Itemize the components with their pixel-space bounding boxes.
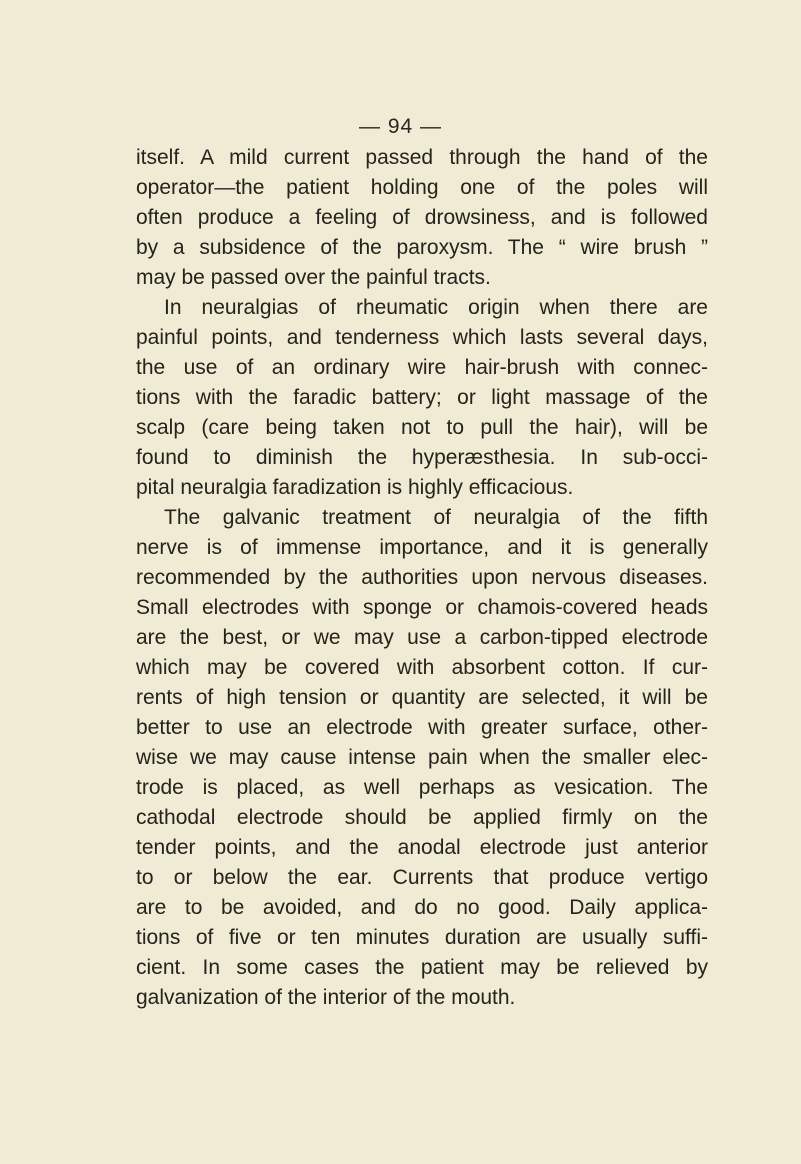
text-line: In neuralgias of rheumatic origin when there are [164, 296, 708, 319]
page-number: — 94 — [358, 115, 443, 138]
text-line: the use of an ordinary wire hair-brush with connec- [136, 356, 708, 379]
text-line: tions with the faradic battery; or light massage of the [136, 386, 708, 409]
text-line: tender points, and the anodal electrode just anterior [136, 836, 708, 859]
text-line: recommended by the authorities upon nervous diseases. [136, 566, 708, 589]
text-line: often produce a feeling of drowsiness, and is followed [136, 206, 708, 229]
text-line: are to be avoided, and do no good. Daily applica- [136, 896, 708, 919]
text-line: trode is placed, as well perhaps as vesication. The [136, 776, 708, 799]
text-line: to or below the ear. Currents that produce vertigo [136, 866, 708, 889]
text-line: nerve is of immense importance, and it is generally [136, 536, 708, 559]
text-line: The galvanic treatment of neuralgia of the fifth [164, 506, 708, 529]
text-line: tions of five or ten minutes duration are usually suffi- [136, 926, 708, 949]
text-line: are the best, or we may use a carbon-tipped electrode [136, 626, 708, 649]
text-line: rents of high tension or quantity are selected, it will be [136, 686, 708, 709]
text-line: may be passed over the painful tracts. [136, 266, 491, 289]
text-line: which may be covered with absorbent cotton. If cur- [136, 656, 708, 679]
text-line: Small electrodes with sponge or chamois-covered heads [136, 596, 708, 619]
text-line: pital neuralgia faradization is highly efficacious. [136, 476, 574, 499]
text-line: operator—the patient holding one of the poles will [136, 176, 708, 199]
body-text [136, 143, 708, 1013]
text-line: scalp (care being taken not to pull the hair), will be [136, 416, 708, 439]
text-line: found to diminish the hyperæsthesia. In sub-occi- [136, 446, 708, 469]
text-line: galvanization of the interior of the mouth. [136, 986, 516, 1009]
text-line: itself. A mild current passed through the hand of the [136, 146, 708, 169]
text-line: painful points, and tenderness which lasts several days, [136, 326, 708, 349]
text-line: wise we may cause intense pain when the smaller elec- [136, 746, 708, 769]
text-line: cient. In some cases the patient may be relieved by [136, 956, 708, 979]
text-line: better to use an electrode with greater surface, other- [136, 716, 708, 739]
text-line: by a subsidence of the paroxysm. The “ wire brush ” [136, 236, 708, 259]
text-line: cathodal electrode should be applied firmly on the [136, 806, 708, 829]
